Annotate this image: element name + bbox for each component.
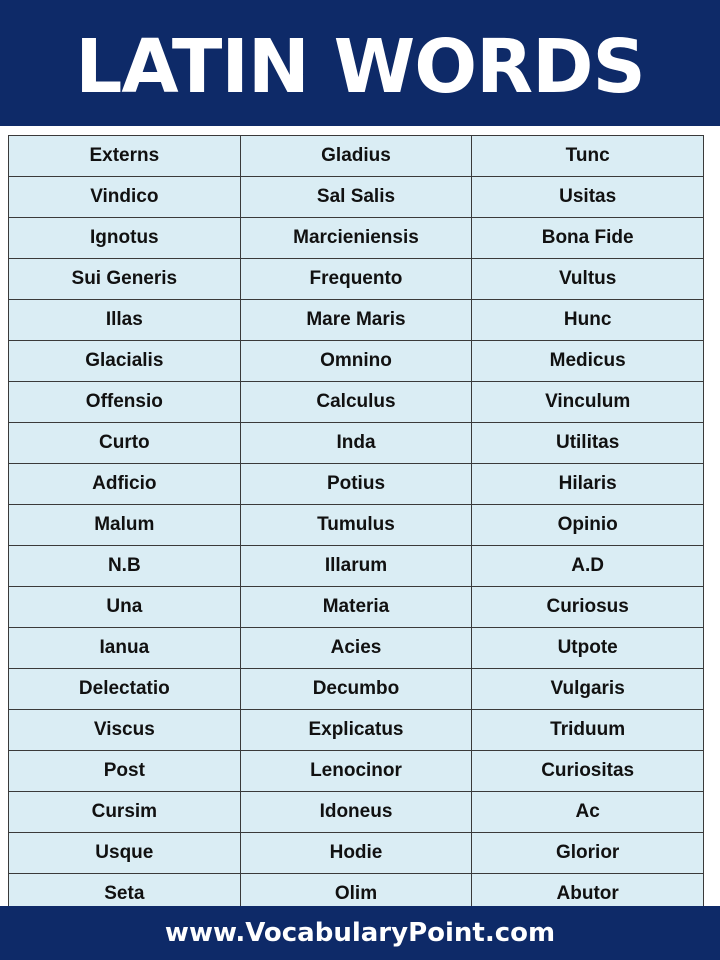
word-cell: Vulgaris <box>472 669 704 710</box>
word-cell: Glorior <box>472 833 704 874</box>
word-cell: Explicatus <box>240 710 472 751</box>
word-cell: Adficio <box>9 464 241 505</box>
word-cell: Abutor <box>472 874 704 915</box>
table-row <box>9 628 704 669</box>
table-row <box>9 464 704 505</box>
table-row <box>9 341 704 382</box>
page-title: LATIN WORDS <box>75 24 645 110</box>
word-cell: Utpote <box>472 628 704 669</box>
word-cell: Utilitas <box>472 423 704 464</box>
table-row <box>9 423 704 464</box>
word-cell: Medicus <box>472 341 704 382</box>
table-row <box>9 587 704 628</box>
word-table-body <box>9 136 704 915</box>
word-cell: Ac <box>472 792 704 833</box>
word-cell: Tumulus <box>240 505 472 546</box>
table-row <box>9 136 704 177</box>
website-url: www.VocabularyPoint.com <box>164 918 556 948</box>
table-row <box>9 669 704 710</box>
word-cell: Opinio <box>472 505 704 546</box>
table-row <box>9 218 704 259</box>
word-cell: Externs <box>9 136 241 177</box>
word-cell: Omnino <box>240 341 472 382</box>
word-cell: Ianua <box>9 628 241 669</box>
word-cell: Illas <box>9 300 241 341</box>
word-cell: Olim <box>240 874 472 915</box>
word-cell: Materia <box>240 587 472 628</box>
word-cell: Idoneus <box>240 792 472 833</box>
word-cell: Decumbo <box>240 669 472 710</box>
word-cell: Gladius <box>240 136 472 177</box>
word-cell: Seta <box>9 874 241 915</box>
word-cell: Vinculum <box>472 382 704 423</box>
word-cell: Potius <box>240 464 472 505</box>
table-row <box>9 259 704 300</box>
word-cell: Bona Fide <box>472 218 704 259</box>
title-banner <box>0 0 720 126</box>
word-cell: N.B <box>9 546 241 587</box>
word-cell: Hunc <box>472 300 704 341</box>
word-cell: Malum <box>9 505 241 546</box>
word-cell: Vultus <box>472 259 704 300</box>
word-cell: Tunc <box>472 136 704 177</box>
word-table-container <box>8 135 704 904</box>
word-cell: Acies <box>240 628 472 669</box>
table-row <box>9 792 704 833</box>
word-cell: Sal Salis <box>240 177 472 218</box>
word-cell: Curiosus <box>472 587 704 628</box>
footer-banner <box>0 906 720 960</box>
word-cell: Calculus <box>240 382 472 423</box>
word-cell: Delectatio <box>9 669 241 710</box>
table-row <box>9 833 704 874</box>
word-cell: Viscus <box>9 710 241 751</box>
word-cell: Glacialis <box>9 341 241 382</box>
word-cell: Usitas <box>472 177 704 218</box>
table-row <box>9 300 704 341</box>
word-cell: Hilaris <box>472 464 704 505</box>
word-cell: Post <box>9 751 241 792</box>
word-cell: Frequento <box>240 259 472 300</box>
word-cell: Vindico <box>9 177 241 218</box>
word-table <box>8 135 704 915</box>
word-cell: Lenocinor <box>240 751 472 792</box>
word-cell: A.D <box>472 546 704 587</box>
table-row <box>9 751 704 792</box>
table-row <box>9 546 704 587</box>
word-cell: Mare Maris <box>240 300 472 341</box>
word-cell: Hodie <box>240 833 472 874</box>
word-cell: Inda <box>240 423 472 464</box>
word-cell: Marcieniensis <box>240 218 472 259</box>
word-cell: Sui Generis <box>9 259 241 300</box>
word-cell: Una <box>9 587 241 628</box>
word-cell: Curto <box>9 423 241 464</box>
word-cell: Illarum <box>240 546 472 587</box>
word-cell: Offensio <box>9 382 241 423</box>
table-row <box>9 710 704 751</box>
word-cell: Curiositas <box>472 751 704 792</box>
word-cell: Ignotus <box>9 218 241 259</box>
table-row <box>9 505 704 546</box>
table-row <box>9 382 704 423</box>
word-cell: Cursim <box>9 792 241 833</box>
table-row <box>9 177 704 218</box>
word-cell: Triduum <box>472 710 704 751</box>
word-cell: Usque <box>9 833 241 874</box>
